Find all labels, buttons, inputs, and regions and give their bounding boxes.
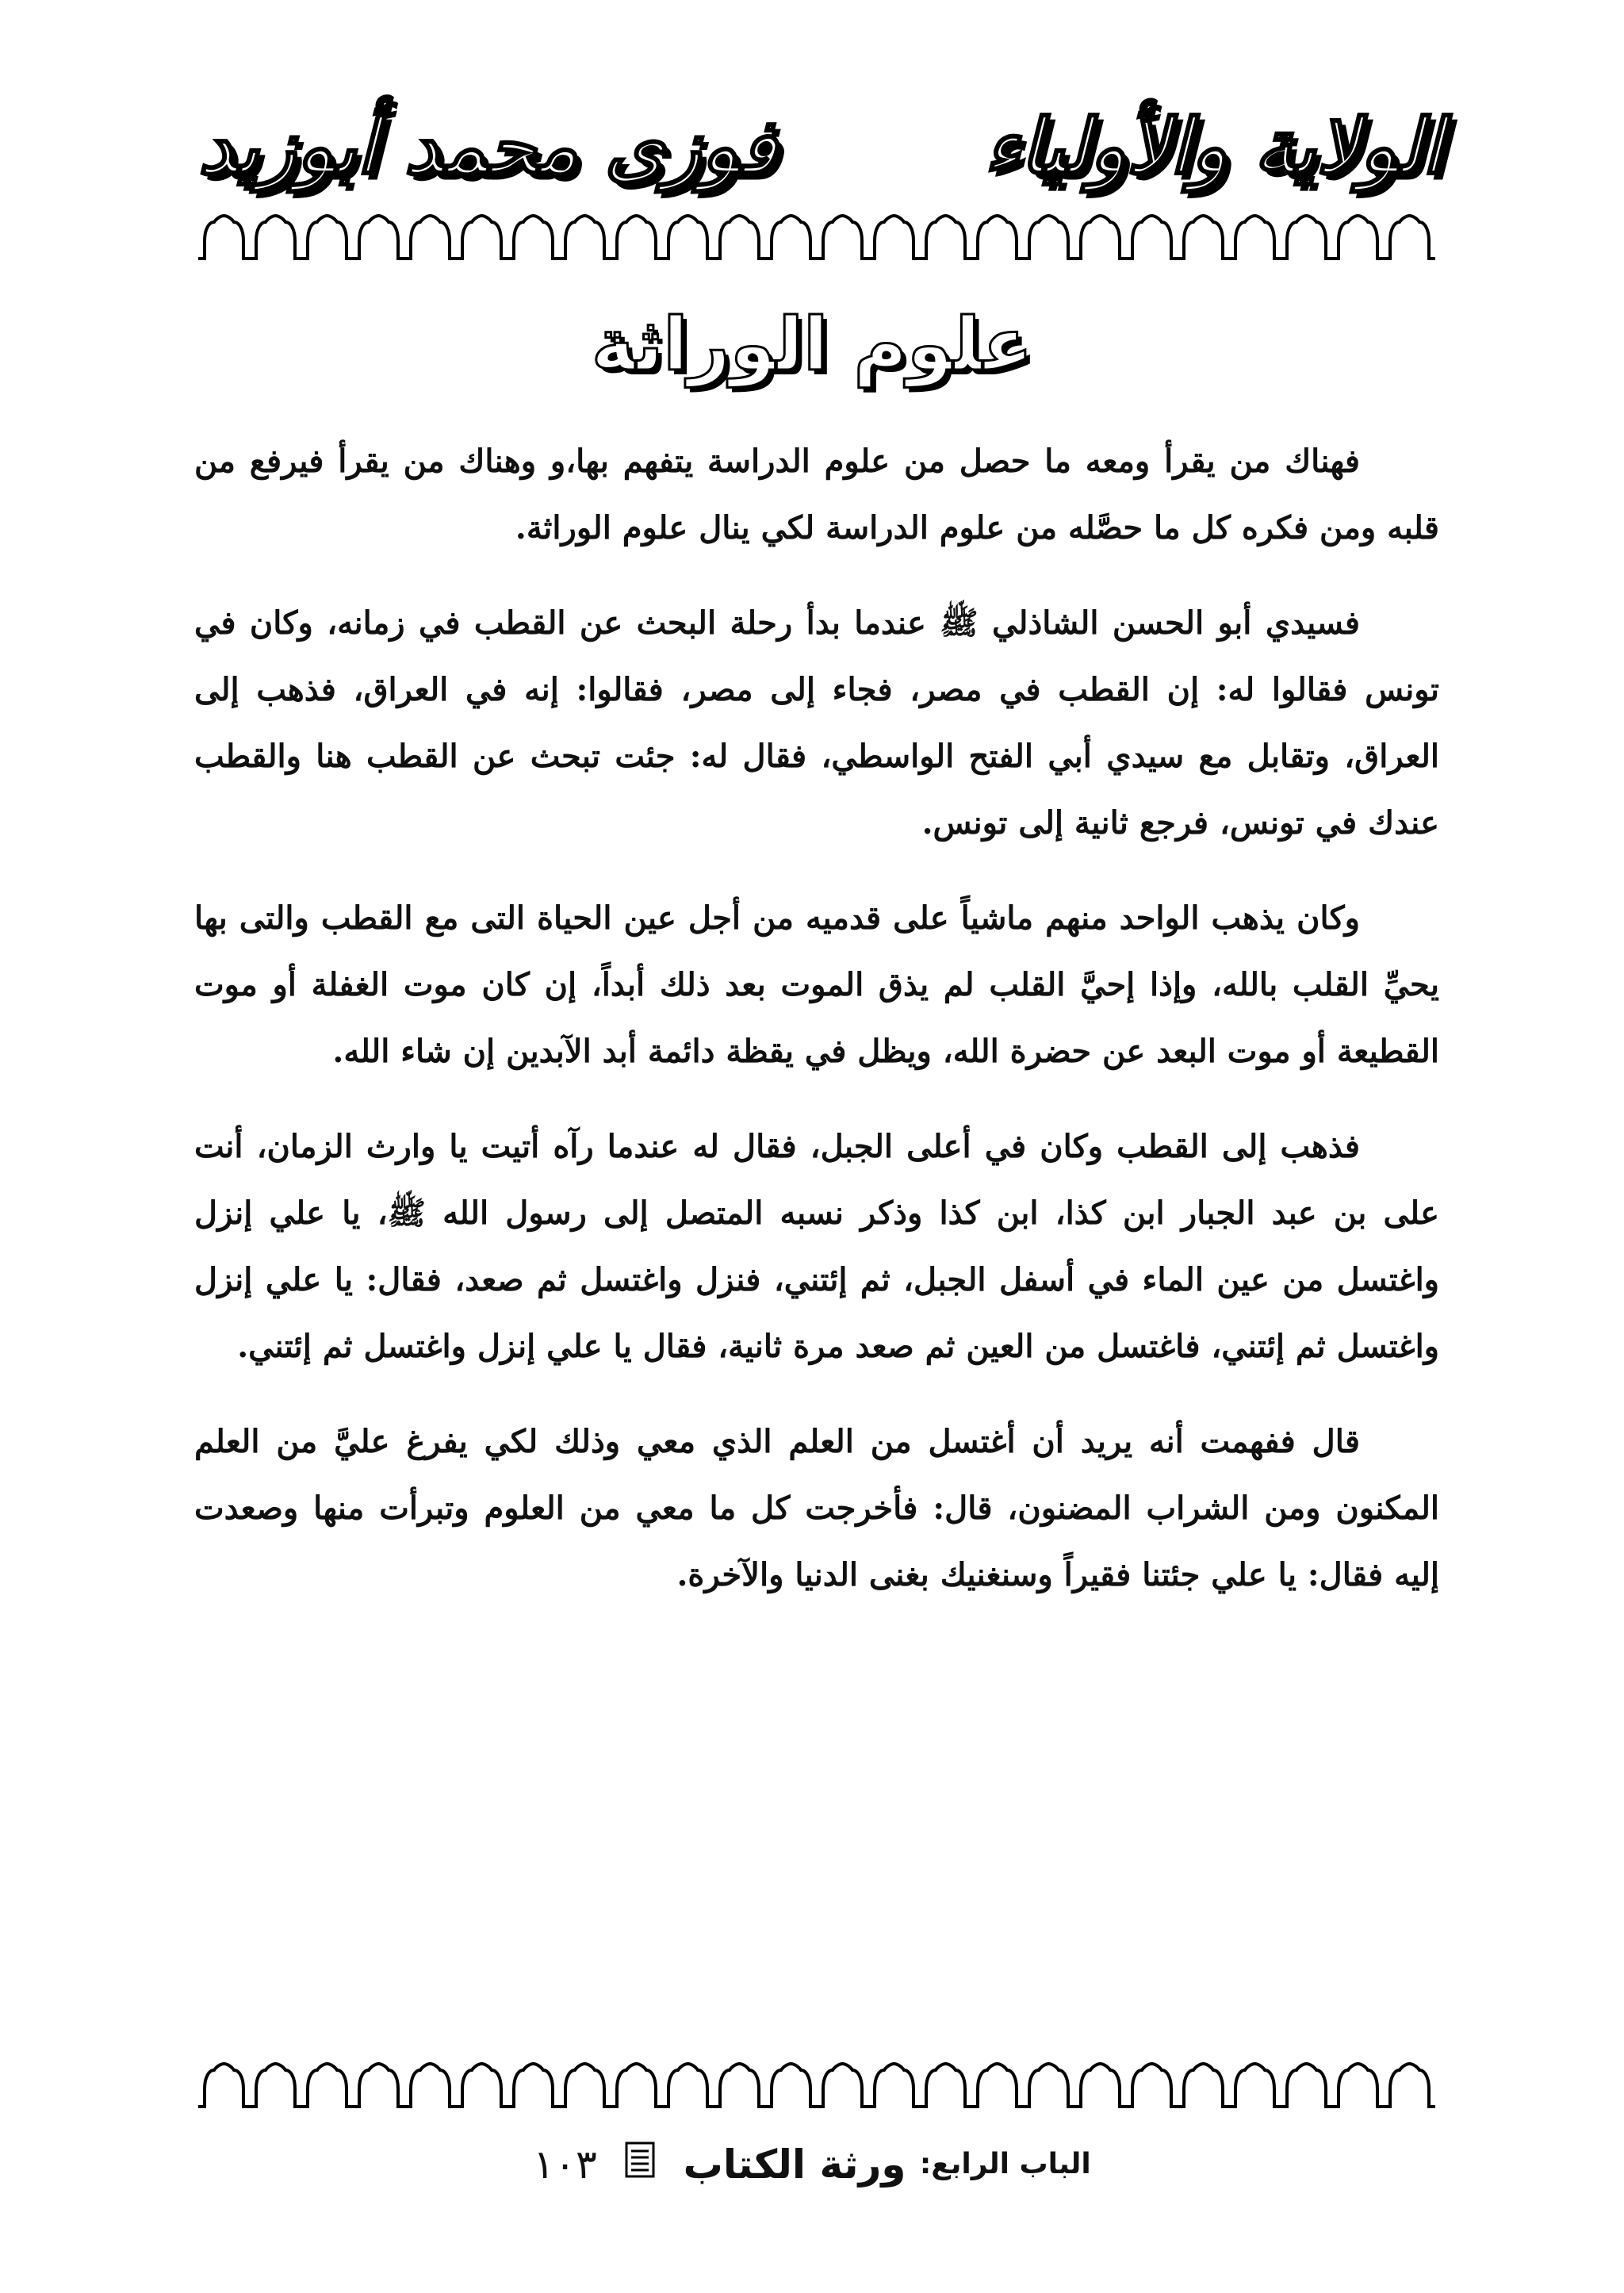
author-name: فوزى محمد أبوزيد [198, 102, 777, 191]
footer-section-title: ورثة الكتاب [683, 2141, 906, 2188]
paragraph-5: قال ففهمت أنه يريد أن أغتسل من العلم الذي معي وذلك لكي يفرغ عليَّ من العلم المكنون ومن الشراب المضنون، قال: فأخرجت كل ما معي من العلوم وتبرأت منها وصعدت إليه فقال: يا علي جئتنا فقيراً وسنغنيك بغنى الدنيا والآخرة. [194, 1423, 1439, 1593]
footer-chapter-label: الباب الرابع: [919, 2147, 1091, 2180]
book-icon [611, 2129, 669, 2200]
paragraph-1: فهناك من يقرأ ومعه ما حصل من علوم الدراسة يتفهم بها،و وهناك من يقرأ فيرفع من قلبه ومن فكره كل ما حصَّله من علوم الدراسة لكي ينال علوم الوراثة. [194, 443, 1439, 546]
running-header [190, 95, 1443, 214]
page-number: ١٠٣ [533, 2141, 597, 2188]
page-footer [0, 2126, 1624, 2200]
paragraph-2: فسيدي أبو الحسن الشاذلي ﷺ عندما بدأ رحلة البحث عن القطب في زمانه، وكان في تونس فقالوا له: إن القطب في مصر، فجاء إلى مصر، فقالوا: إنه في العراق، فذهب إلى العراق، وتقابل مع سيدي أبي الفتح الواسطي، فقال له: جئت تبحث عن القطب هنا والقطب عندك في تونس، فرجع ثانية إلى تونس. [194, 604, 1439, 842]
paragraph-4: فذهب إلى القطب وكان في أعلى الجبل، فقال له عندما رآه أتيت يا وارث الزمان، أنت على بن عبد الجبار ابن كذا، ابن كذا وذكر نسبه المتصل إلى رسول الله ﷺ، يا علي إنزل واغتسل من عين الماء في أسفل الجبل، ثم إئتني، فنزل واغتسل ثم صعد، فقال: يا علي إنزل واغتسل ثم إئتني، فاغتسل من العين ثم صعد مرة ثانية، فقال يا علي إنزل واغتسل ثم إئتني. [194, 1128, 1439, 1365]
ornamental-border-bottom [198, 2062, 1435, 2110]
book-title: الولاية والأولياء [984, 102, 1443, 191]
ornamental-border-top [198, 214, 1435, 262]
paragraph-3: وكان يذهب الواحد منهم ماشياً على قدميه من أجل عين الحياة التى مع القطب والتى بها يحيِّ القلب بالله، وإذا إحيَّ القلب لم يذق الموت بعد ذلك أبداً، إن كان موت الغفلة أو موت القطيعة أو موت البعد عن حضرة الله، ويظل في يقظة دائمة أبد الآبدين إن شاء الله. [194, 899, 1440, 1070]
body-text [194, 428, 1439, 1637]
chapter-title: علوم الوراثة [591, 302, 1033, 387]
